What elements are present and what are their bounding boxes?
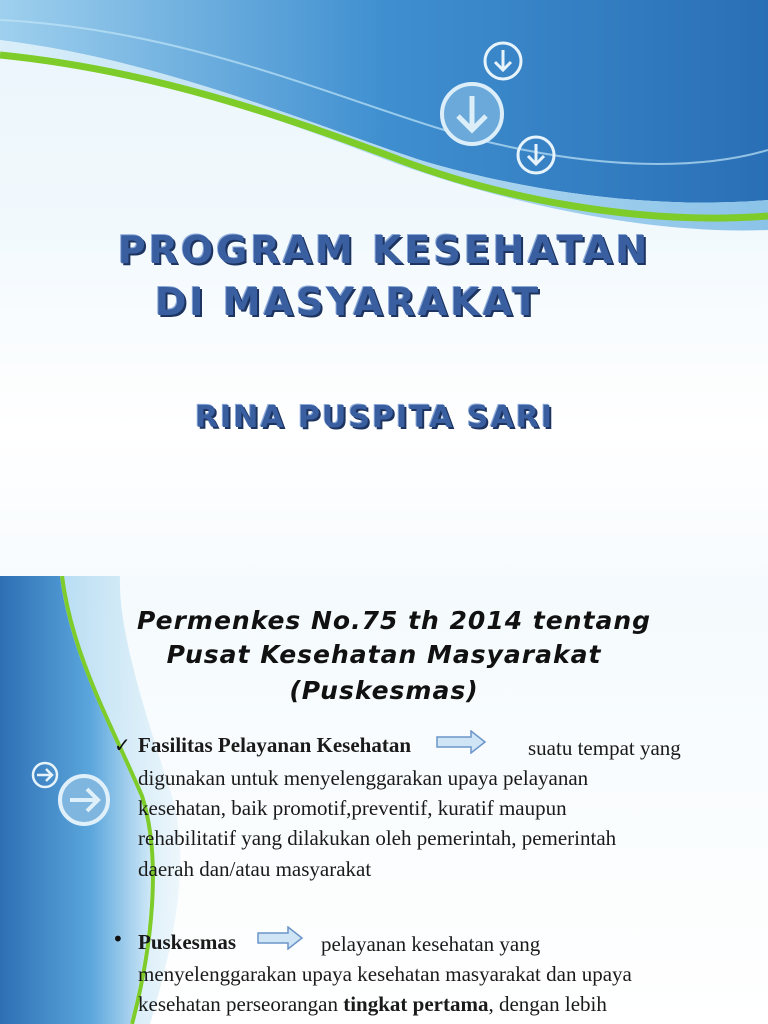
slide-title-line-3: (Puskesmas) [289, 676, 479, 705]
down-arrow-icon [482, 40, 524, 82]
down-arrow-icon [515, 134, 557, 176]
bullet-dot: • [112, 927, 124, 951]
title-line-1: PROGRAM KESEHATAN [117, 228, 651, 272]
title-line-2: DI MASYARAKAT [154, 280, 542, 324]
down-arrow-icon [436, 78, 508, 150]
bullet-1-line-1: suatu tempat yang [528, 736, 681, 760]
bullet-1-term: Fasilitas Pelayanan Kesehatan [138, 733, 412, 757]
bullet-2-line-3: kesehatan perseorangan tingkat pertama, dengan lebih [138, 992, 607, 1016]
slide-title-line-2: Pusat Kesehatan Masyarakat [166, 640, 602, 669]
bullet-1-line-4: rehabilitatif yang dilakukan oleh pemerintah, pemerintah [138, 826, 617, 850]
content-slide [0, 576, 768, 1024]
bullet-2-line-2: menyelenggarakan upaya kesehatan masyarakat dan upaya [138, 962, 632, 986]
bullet-1-line-5: daerah dan/atau masyarakat [138, 857, 372, 881]
block-arrow-icon [256, 926, 304, 950]
right-arrow-icon [56, 772, 112, 828]
bullet-2-term: Puskesmas [138, 930, 237, 954]
author-name: RINA PUSPITA SARI [195, 400, 555, 435]
bullet-1-line-3: kesehatan, baik promotif,preventif, kuratif maupun [138, 796, 567, 820]
bullet-1-line-2: digunakan untuk menyelenggarakan upaya pelayanan [138, 766, 589, 790]
checkmark-bullet-icon: ✓ [114, 733, 131, 757]
block-arrow-icon [435, 730, 487, 754]
slide-title-line-1: Permenkes No.75 th 2014 tentang [136, 606, 652, 635]
bullet-2-line-1: pelayanan kesehatan yang [321, 932, 541, 956]
